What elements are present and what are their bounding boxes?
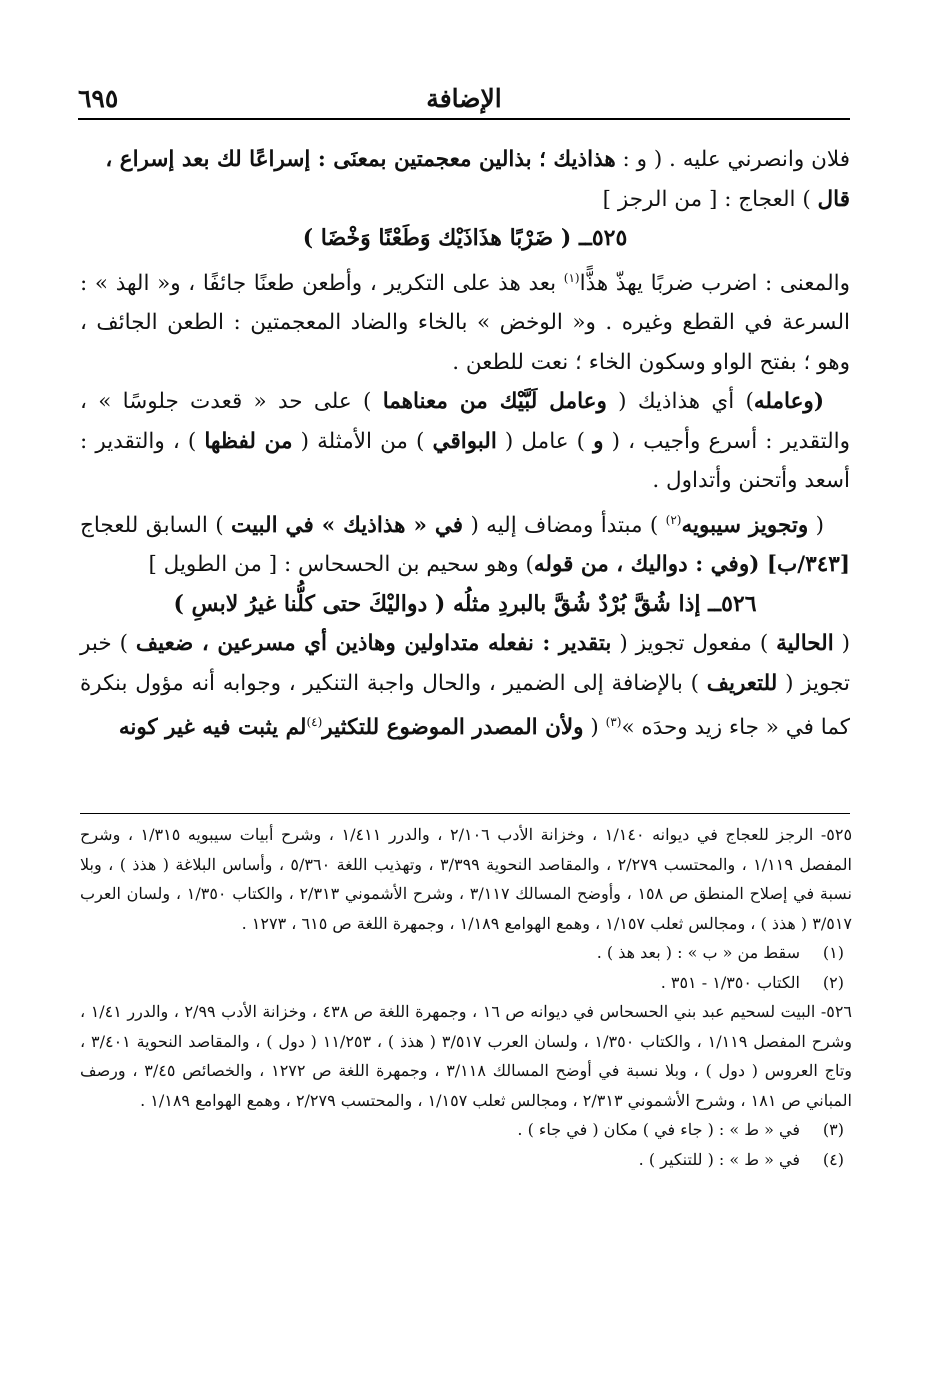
text-run: ) مفعول تجويز ( — [611, 631, 777, 657]
bold-text: [٣٤٣/ب] (وفي : دواليك ، من قوله — [533, 552, 850, 578]
footnote-divider — [80, 813, 850, 814]
footnote-3 — [80, 1115, 852, 1145]
bold-text: الحالية — [776, 631, 834, 657]
footnote-text: في « ط » : ( جاء في ) مكان ( في جاء ) . — [517, 1120, 800, 1139]
text-run: فلان وانصرني عليه . ( و : — [615, 147, 850, 172]
text-run: ( — [833, 631, 851, 657]
text-run: ) العجاج : [ من الرجز ] — [602, 186, 818, 212]
main-text — [80, 140, 850, 748]
page-number: ٦٩٥ — [78, 84, 119, 113]
bold-text: ولأن المصدر الموضوع للتكثير — [322, 715, 584, 741]
paragraph-2 — [80, 259, 850, 383]
footnote-2 — [80, 968, 852, 998]
text-run: ) على حد « قعدت جلوسًا » ، والتقدير : أسرع وأجيب ، ( — [80, 389, 851, 454]
chapter-title: الإضافة — [426, 84, 502, 113]
verse-526: ٥٢٦ــ إذا شُقَّ بُرْدٌ شُقَّ بالبردِ مثلُه ( دواليْكَ حتى كلُّنا غيرُ لابسِ ) — [173, 590, 757, 617]
footnote-text: سقط من « ب » : ( بعد هذ ) . — [596, 943, 800, 962]
bold-text: للتعريف — [706, 670, 778, 696]
bold-text: في « هذاذيك » في البيت — [230, 512, 464, 538]
text-run: ) أي هذاذيك ( — [606, 389, 754, 415]
paragraph-1 — [80, 140, 850, 219]
footnote-526: ٥٢٦- البيت لسحيم عبد بني الحسحاس في ديوانه ص ١٦ ، وجمهرة اللغة ص ٤٣٨ ، وخزانة الأدب ٢/٩٩ ، والدرر ١/٤١ ، وشرح المفصل ١/١١٩ ، والكتاب ١/٣٥٠ ، ولسان العرب ٣/٥١٧ ( هذذ ) ، ١١/٢٥٣ ( دول ) ، والمقاصد النحوية ٣/٤٠١ ، وتاج العروس ( دول ) ، وبلا نسبة في أوضح المسالك ٣/١١٨ ، وجمهرة اللغة ص ١٢٧٢ ، والخصائص ٣/٤٥ ، ورصف المباني ص ١٨١ ، وشرح الأشموني ٢/٣١٣ ، ومجالس ثعلب ١/١٥٧ ، والمحتسب ٢/٢٧٩ ، وهمع الهوامع ١/١٨٩ . — [80, 1002, 853, 1110]
footnote-ref[interactable]: (٤) — [306, 715, 323, 730]
bold-text: وعامل لَبَّيْك من معناهما — [382, 389, 607, 415]
bold-text: بتقدير : نفعله متداولين وهاذين أي مسرعين ، ضعيف — [135, 631, 612, 657]
footnote-ref[interactable]: (١) — [563, 270, 580, 285]
verse-525: ٥٢٥ــ ( ضَرْبًا هذَاذَيْك وَطَعْنًا وَخْضَا ) — [302, 225, 628, 251]
text-run: ) ، والتقدير : أسعد وأتحنن وأتداول . — [80, 428, 850, 494]
page-header — [78, 84, 850, 120]
bold-text: هذاذيك ؛ بذالين معجمتين بمعنَى : إسراعًا لك بعد إسراع ، — [105, 147, 616, 172]
bold-text: و — [593, 428, 604, 454]
bold-text: قال — [817, 186, 850, 212]
text-run: ) السابق للعجاج — [80, 512, 231, 538]
text-run: بعد هذ على التكرير ، وأطعن طعنًا جائفًا ، و« الهذ » : السرعة في القطع وغيره . و« الوخض » بالخاء والضاد المعجمتين : الطعن الجائف ، وهو ؛ بفتح الواو وسكون الخاء ؛ نعت للطعن . — [80, 270, 850, 375]
footnote-4 — [80, 1145, 852, 1175]
bold-text: وتجويز سيبويه — [681, 512, 809, 538]
paragraph-3 — [80, 382, 850, 501]
footnote-number: (٤) — [822, 1149, 844, 1169]
footnote-number: (١) — [822, 943, 844, 962]
footnote-ref[interactable]: (٣) — [605, 715, 622, 730]
text-run: ) وهو سحيم بن الحسحاس : [ من الطويل ] — [148, 552, 534, 578]
text-run: والمعنى : اضرب ضربًا يهذّ هذًّا — [579, 270, 850, 296]
footnotes — [80, 820, 852, 1174]
text-run: ) بالإضافة إلى الضمير ، والحال واجبة التنكير ، وجوابه أنه مؤول بنكرة كما في « جاء زيد وحدَه » — [80, 670, 850, 741]
text-run: ) من الأمثلة ( — [292, 428, 433, 454]
bold-text: البواقي — [432, 428, 497, 454]
text-run: ) مبتدأ ومضاف إليه ( — [463, 512, 666, 538]
footnote-number: (٣) — [822, 1120, 844, 1139]
footnote-text: الكتاب ١/٣٥٠ - ٣٥١ . — [660, 972, 800, 992]
footnote-525: ٥٢٥- الرجز للعجاج في ديوانه ١/١٤٠ ، وخزانة الأدب ٢/١٠٦ ، والدرر ١/٤١١ ، وشرح أبيات سيبويه ١/٣١٥ ، وشرح المفصل ١/١١٩ ، والمحتسب ٢/٢٧٩ ، والمقاصد النحوية ٣/٣٩٩ ، وتهذيب اللغة ٥/٣٦٠ ، وأساس البلاغة ( هذذ ) ، وبلا نسبة في إصلاح المنطق ص ١٥٨ ، وأوضح المسالك ٣/١١٧ ، وشرح الأشموني ٢/٣١٣ ، والكتاب ١/٣٥٠ ، ولسان العرب ٣/٥١٧ ( هذذ ) ، ومجالس ثعلب ١/١٥٧ ، وهمع الهوامع ١/١٨٩ ، وجمهرة اللغة ص ٦١٥ ، ١٢٧٣ . — [80, 825, 853, 933]
text-run: ) خبر تجويز ( — [80, 631, 850, 696]
bold-text: من لفظها — [204, 428, 293, 454]
footnote-text: في « ط » : ( للتنكير ) . — [638, 1149, 800, 1169]
text-run: ) عامل ( — [496, 428, 594, 454]
footnote-number: (٢) — [822, 972, 844, 992]
paragraph-4 — [80, 501, 850, 585]
text-run: ( — [583, 715, 606, 741]
bold-text: (وعامله — [753, 389, 824, 415]
paragraph-5 — [80, 624, 850, 748]
text-run: ( — [808, 512, 824, 538]
footnote-1 — [80, 938, 852, 968]
footnote-ref[interactable]: (٢) — [665, 512, 682, 527]
bold-text: لم يثبت فيه غير كونه — [118, 715, 307, 741]
